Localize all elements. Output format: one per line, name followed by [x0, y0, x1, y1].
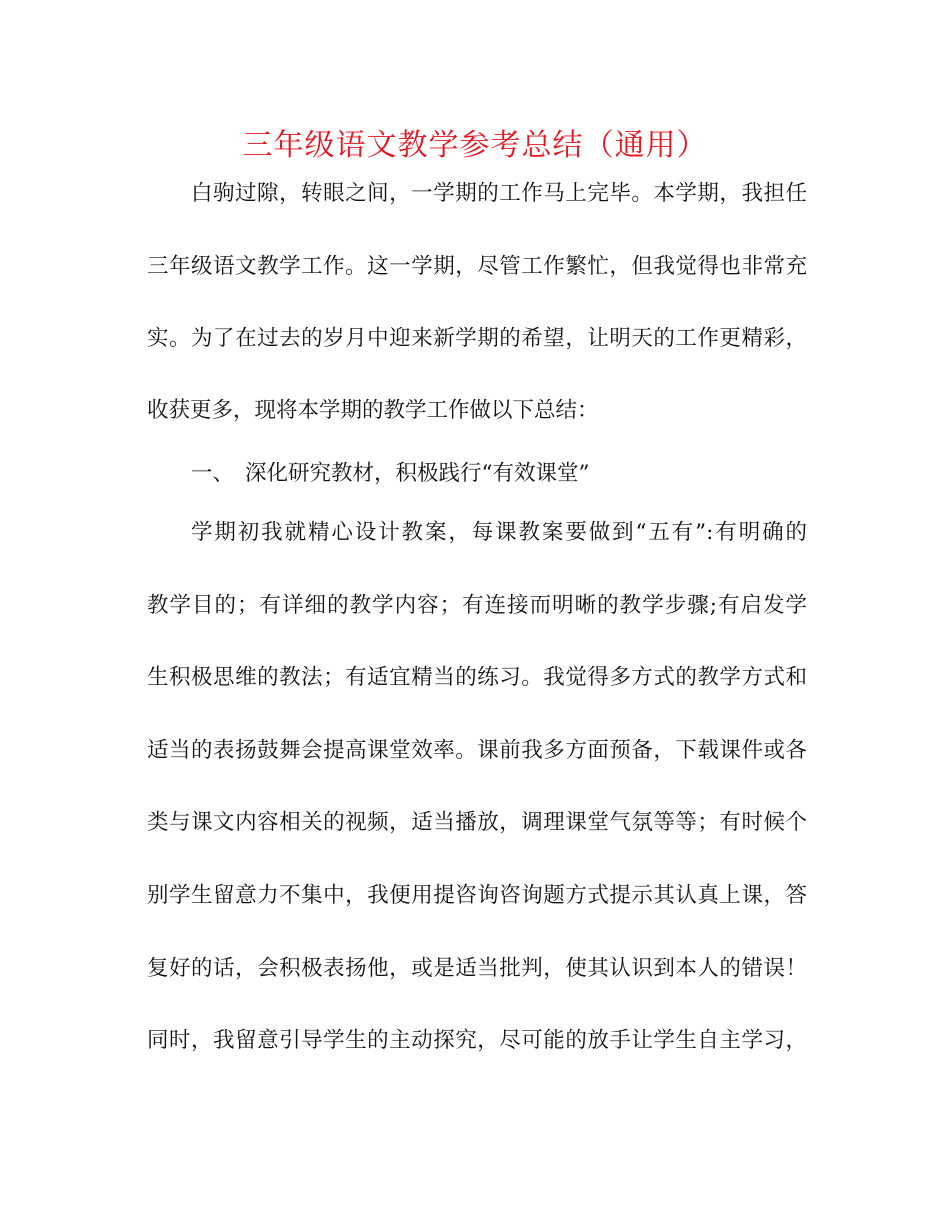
paragraph-line: 三年级语文教学工作。这一学期，尽管工作繁忙，但我觉得也非常充 [147, 254, 807, 279]
paragraph-line: 同时，我留意引导学生的主动探究，尽可能的放手让学生自主学习， [147, 1028, 807, 1053]
section-heading [191, 460, 711, 488]
paragraph-line: 收获更多，现将本学期的教学工作做以下总结： [147, 398, 599, 423]
paragraph-line: 生积极思维的教法；有适宜精当的练习。我觉得多方式的教学方式和 [147, 665, 807, 690]
paragraph-line: 适当的表扬鼓舞会提高课堂效率。课前我多方面预备，下载课件或各 [147, 738, 807, 763]
paragraph-line: 复好的话，会积极表扬他，或是适当批判，使其认识到本人的错误！ [147, 956, 807, 981]
paragraph-line: 别学生留意力不集中，我便用提咨询咨询题方式提示其认真上课，答 [147, 883, 807, 908]
paragraph-line: 实。为了在过去的岁月中迎来新学期的希望，让明天的工作更精彩， [147, 326, 807, 351]
paragraph-line: 学期初我就精心设计教案，每课教案要做到“五有”:有明确的 [191, 520, 807, 545]
paragraph-line: 教学目的；有详细的教学内容；有连接而明晰的教学步骤;有启发学 [147, 593, 807, 618]
paragraph-line: 白驹过隙，转眼之间，一学期的工作马上完毕。本学期，我担任 [191, 181, 807, 206]
section-title: 深化研究教材，积极践行“有效课堂” [245, 461, 590, 486]
section-number: 一、 [191, 461, 235, 486]
document-title: 三年级语文教学参考总结（通用） [242, 128, 708, 163]
paragraph-line: 类与课文内容相关的视频，适当播放，调理课堂气氛等等；有时候个 [147, 810, 807, 835]
